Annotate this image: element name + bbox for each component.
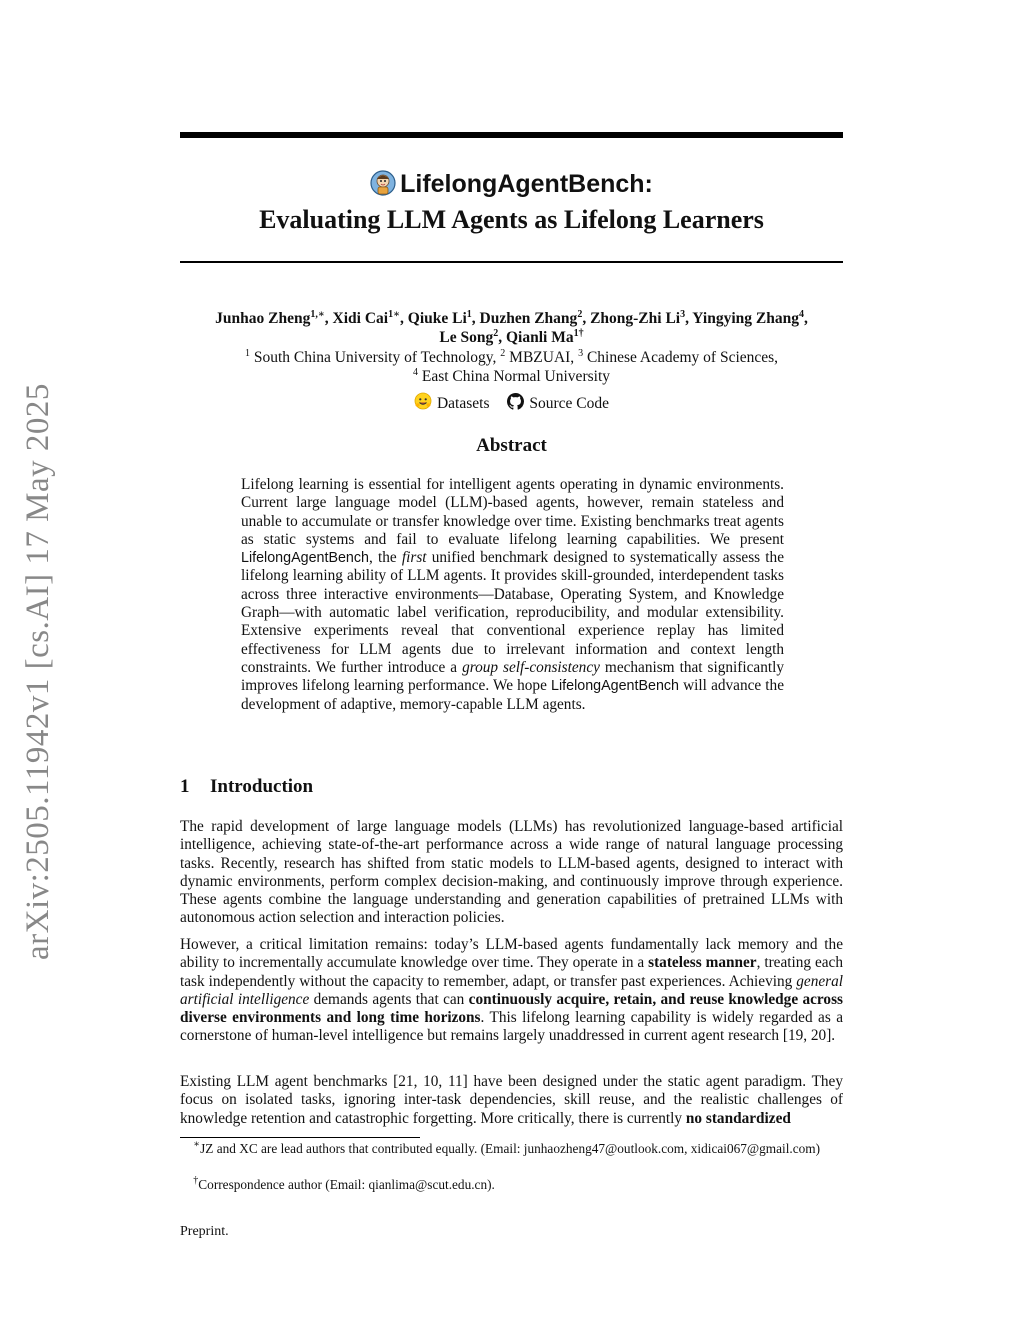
author-mark: 2 <box>493 328 499 339</box>
paragraph-text: Existing LLM agent benchmarks [21, 10, 11] have been designed under the static agent paradigm. They focus on isolated tasks, ignoring inter-task dependencies, skill reuse, and the realistic challenges of knowledge retention and catastrophic forgetting. More critically, there is currently <box>180 1073 843 1127</box>
paragraph-italic: general artificial intelligence <box>180 972 843 1008</box>
paper-subtitle: Evaluating LLM Agents as Lifelong Learners <box>259 205 764 234</box>
author-mark: 3 <box>680 309 686 320</box>
affiliations <box>180 348 843 386</box>
paragraph-text: . This lifelong learning capability is widely regarded as a cornerstone of human-level intelligence but remains largely unaddressed in current agent research [19, 20]. <box>180 1009 843 1045</box>
author-separator: , <box>803 310 808 327</box>
arxiv-sidebar-stamp: arXiv:2505.11942v1 [cs.AI] 17 May 2025 <box>20 383 56 960</box>
author-name: Zhong-Zhi Li <box>590 310 681 327</box>
footnote-1 <box>180 1141 843 1158</box>
author-separator: , <box>471 310 480 327</box>
affiliation-mark: 2 <box>500 348 506 359</box>
author-list <box>180 309 843 347</box>
author-separator: , <box>498 329 506 346</box>
author-mark: 1,∗ <box>310 309 325 320</box>
section-number: 1 <box>180 776 190 797</box>
abstract-text: will advance the development of adaptive, memory-capable LLM agents. <box>241 677 784 713</box>
paragraph-text: , treating each task independently without the capacity to remember, adapt, or transfer past experiences. Achieving <box>180 954 843 990</box>
affiliation-mark: 4 <box>413 367 418 378</box>
abstract-text: mechanism that significantly improves lifelong learning performance. We hope <box>241 658 785 695</box>
section-heading-introduction <box>180 776 313 798</box>
github-icon <box>507 393 524 415</box>
author-name: Xidi Cai <box>332 310 389 327</box>
affiliation-mark: 3 <box>578 348 584 359</box>
author-separator: , <box>400 310 408 327</box>
abstract-emphasis: group self-consistency <box>462 658 600 676</box>
abstract-text: Lifelong learning is essential for intelligent agents operating in dynamic environments. Current large language model (LLM)-based agents, however, remain stateless and unable to accumulate or transfer knowledge over time. Existing benchmarks treat agents as static systems and fail to evaluate lifelong learning capabilities. We present <box>241 476 784 548</box>
abstract-body <box>241 476 784 714</box>
paper-title-name: LifelongAgentBench: <box>400 170 653 198</box>
title-top-rule <box>180 132 843 138</box>
paragraph-bold: continuously acquire, retain, and reuse knowledge across diverse environments and long time horizons <box>180 990 843 1027</box>
affiliation: Chinese Academy of Sciences, <box>583 349 779 366</box>
paragraph-text: However, a critical limitation remains: today’s LLM-based agents fundamentally lack memory and the ability to incrementally accumulate knowledge over time. They operate in a <box>180 936 843 972</box>
author-mark: 1 <box>466 309 472 320</box>
footnote-mark: ∗ <box>193 1139 201 1150</box>
abstract-heading: Abstract <box>476 435 547 456</box>
author-name: Le Song <box>439 329 494 346</box>
footnote-text: JZ and XC are lead authors that contributed equally. (Email: junhaozheng47@outlook.com, xidicai067@gmail.com) <box>200 1141 821 1156</box>
agent-mascot-icon <box>370 170 396 203</box>
footnote-rule <box>180 1137 420 1138</box>
author-mark: 2 <box>577 309 583 320</box>
author-name: Qiuke Li <box>407 310 467 327</box>
author-name: Yingying Zhang <box>692 310 799 327</box>
author-name: Junhao Zheng <box>215 310 311 327</box>
paper-title <box>180 170 843 203</box>
resource-links <box>180 392 843 415</box>
affiliation: South China University of Technology, <box>249 349 501 366</box>
abstract-text: , the <box>368 549 402 567</box>
source-code-link[interactable] <box>507 393 609 415</box>
abstract-emphasis: first <box>401 549 427 567</box>
author-name: Qianli Ma <box>505 329 574 346</box>
affiliation-mark: 1 <box>244 348 250 359</box>
benchmark-name: LifelongAgentBench <box>551 678 679 695</box>
source-code-link-label: Source Code <box>529 395 610 412</box>
author-separator: , <box>324 310 329 327</box>
author-name: Duzhen Zhang <box>479 310 578 327</box>
author-separator: , <box>582 310 591 327</box>
preprint-label: Preprint. <box>180 1224 229 1239</box>
intro-paragraph-2 <box>180 936 843 1046</box>
author-mark: 4 <box>798 309 804 320</box>
paragraph-text: demands agents that can <box>309 990 469 1008</box>
author-mark: 1† <box>573 328 584 339</box>
intro-paragraph-3 <box>180 1073 843 1128</box>
datasets-link-label: Datasets <box>436 394 490 412</box>
footnote-2 <box>180 1177 843 1194</box>
paragraph-bold: no standardized <box>685 1109 791 1127</box>
affiliation: MBZUAI, <box>505 349 579 366</box>
benchmark-name: LifelongAgentBench <box>241 550 369 567</box>
author-separator: , <box>685 310 693 327</box>
intro-paragraph-1: The rapid development of large language models (LLMs) has revolutionized language-based artificial intelligence, achieving state-of-the-art performance across a wide range of natural language processing tasks. Recently, research has shifted from static models to LLM-based agents, designed to interact with dynamic environments, perform complex decision-making, and continuously improve through experience. These agents combine the language understanding and generation capabilities of pretrained LLMs with autonomous action selection and interaction policies. <box>180 818 843 927</box>
affiliation: East China Normal University <box>418 368 610 385</box>
title-bottom-rule <box>180 261 843 263</box>
paragraph-bold: stateless manner <box>648 954 757 972</box>
footnote-text: Correspondence author (Email: qianlima@scut.edu.cn). <box>198 1177 495 1192</box>
author-mark: 1∗ <box>388 309 401 320</box>
footnote-mark: † <box>193 1175 199 1186</box>
datasets-link[interactable] <box>414 392 490 415</box>
abstract-text: unified benchmark designed to systematically assess the lifelong learning ability of LLM agents. It provides skill-grounded, interdependent tasks across three interactive environments—Database, Operating System, and Knowledge Graph—with automatic label verification, reproducibility, and modular extensibility. Extensive experiments reveal that conventional experience replay has limited effectiveness for LLM agents due to irrelevant information and context length constraints. We further introduce a <box>241 549 784 676</box>
hugging-face-icon <box>414 392 432 415</box>
section-title: Introduction <box>210 776 314 797</box>
